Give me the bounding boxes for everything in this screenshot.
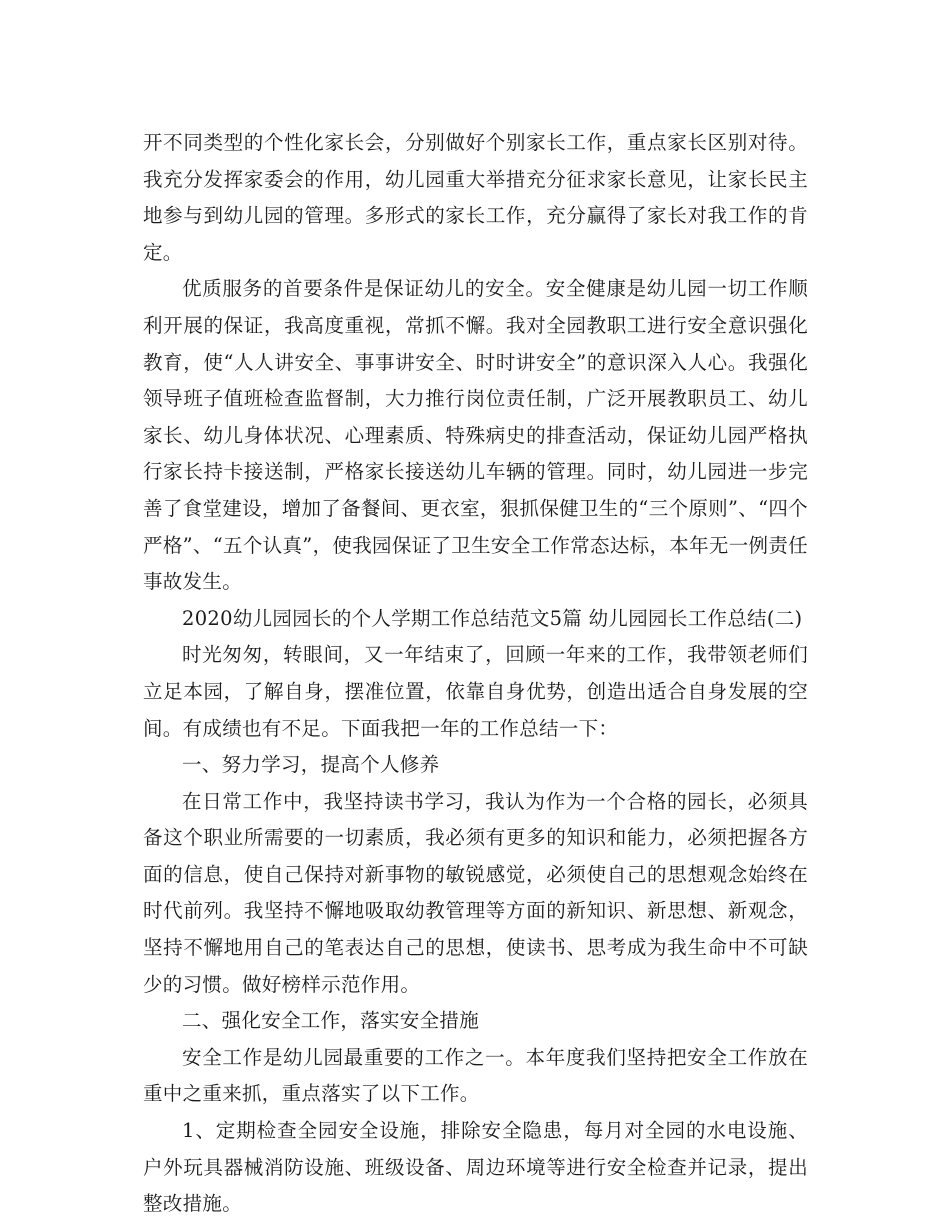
section-title: 2020幼儿园园长的个人学期工作总结范文5篇 幼儿园园长工作总结(二) bbox=[182, 606, 803, 630]
paragraph-study: 在日常工作中，我坚持读书学习，我认为作为一个合格的园长，必须具备这个职业所需要的一切素质，我必须有更多的知识和能力，必须把握各方面的信息，使自己保持对新事物的敏锐感觉，必须使自己的思想观念始终在时代前列。我坚持不懈地吸取幼教管理等方面的新知识、新思想、新观念，坚持不懈地用自己的笔表达自己的思想，使读书、思考成为我生命中不可缺少的习惯。做好榜样示范作用。 bbox=[143, 789, 808, 996]
paragraph-safety: 安全工作是幼儿园最重要的工作之一。本年度我们坚持把安全工作放在重中之重来抓，重点落实了以下工作。 bbox=[143, 1045, 808, 1106]
paragraph-parent-meetings: 开不同类型的个性化家长会，分别做好个别家长工作，重点家长区别对待。我充分发挥家委会的作用，幼儿园重大举措充分征求家长意见，让家长民主地参与到幼儿园的管理。多形式的家长工作，充分赢得了家长对我工作的肯定。 bbox=[143, 131, 808, 264]
paragraph-intro: 时光匆匆，转眼间，又一年结束了，回顾一年来的工作，我带领老师们立足本园，了解自身，摆准位置，依靠自身优势，创造出适合自身发展的空间。有成绩也有不足。下面我把一年的工作总结一下： bbox=[143, 643, 808, 740]
list-item-safety-check: 1、定期检查全园安全设施，排除安全隐患，每月对全园的水电设施、户外玩具器械消防设施、班级设备、周边环境等进行安全检查并记录，提出整改措施。 bbox=[143, 1119, 808, 1216]
heading-safety: 二、强化安全工作，落实安全措施 bbox=[182, 1009, 480, 1033]
paragraph-safety-service: 优质服务的首要条件是保证幼儿的安全。安全健康是幼儿园一切工作顺利开展的保证，我高度重视，常抓不懈。我对全园教职工进行安全意识强化教育，使“人人讲安全、事事讲安全、时时讲安全”的意识深入人心。我强化领导班子值班检查监督制，大力推行岗位责任制，广泛开展教职员工、幼儿家长、幼儿身体状况、心理素质、特殊病史的排查活动，保证幼儿园严格执行家长持卡接送制，严格家长接送幼儿车辆的管理。同时，幼儿园进一步完善了食堂建设，增加了备餐间、更衣室，狠抓保健卫生的“三个原则”、“四个严格”、“五个认真”，使我园保证了卫生安全工作常态达标，本年无一例责任事故发生。 bbox=[143, 277, 808, 594]
document-body bbox=[143, 125, 808, 1223]
heading-study: 一、努力学习，提高个人修养 bbox=[182, 753, 440, 777]
